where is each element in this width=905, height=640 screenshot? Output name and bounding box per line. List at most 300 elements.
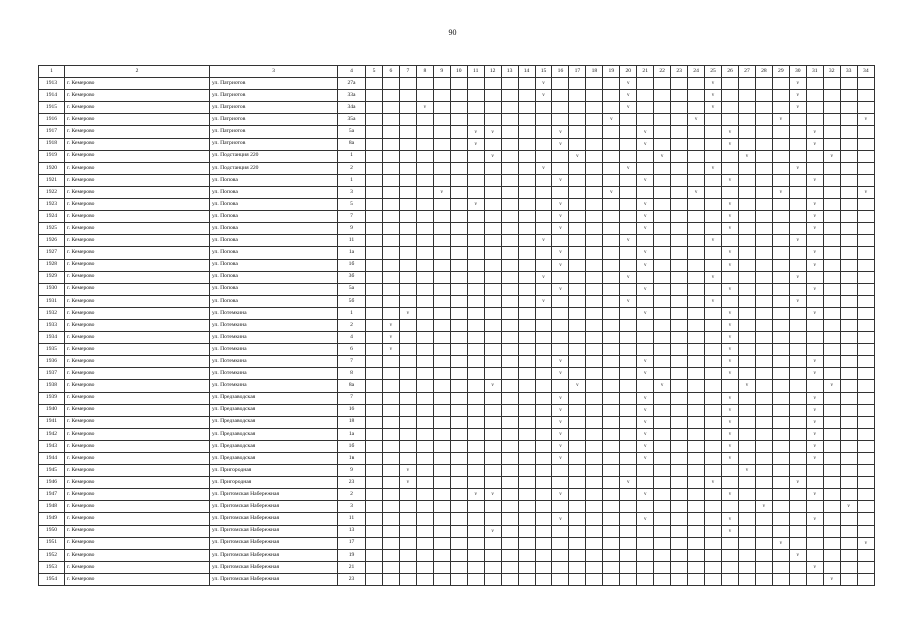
empty-cell [399, 489, 416, 501]
empty-cell [620, 537, 637, 549]
empty-cell [688, 271, 705, 283]
empty-cell [569, 78, 586, 90]
empty-cell [416, 561, 433, 573]
column-header-6: 6 [382, 66, 399, 78]
empty-cell [467, 561, 484, 573]
empty-cell [603, 259, 620, 271]
empty-cell [840, 465, 857, 477]
empty-cell [416, 380, 433, 392]
empty-cell [772, 199, 789, 211]
empty-cell [484, 392, 501, 404]
empty-cell [789, 404, 806, 416]
city-cell: г. Кемерово [65, 537, 210, 549]
empty-cell [399, 344, 416, 356]
empty-cell [382, 126, 399, 138]
empty-cell [366, 332, 383, 344]
check-mark: v [806, 404, 823, 416]
empty-cell [806, 549, 823, 561]
empty-cell [671, 428, 688, 440]
house-cell: 5а [338, 126, 366, 138]
empty-cell [535, 344, 552, 356]
empty-cell [518, 356, 535, 368]
city-cell: г. Кемерово [65, 344, 210, 356]
empty-cell [857, 102, 874, 114]
empty-cell [433, 453, 450, 465]
empty-cell [603, 380, 620, 392]
empty-cell [501, 235, 518, 247]
empty-cell [484, 344, 501, 356]
empty-cell [688, 90, 705, 102]
empty-cell [382, 247, 399, 259]
empty-cell [738, 392, 755, 404]
check-mark: v [637, 392, 654, 404]
empty-cell [823, 465, 840, 477]
empty-cell [671, 549, 688, 561]
empty-cell [806, 235, 823, 247]
empty-cell [603, 223, 620, 235]
empty-cell [552, 102, 569, 114]
house-cell: 34а [338, 102, 366, 114]
empty-cell [586, 356, 603, 368]
empty-cell [806, 150, 823, 162]
empty-cell [399, 199, 416, 211]
empty-cell [535, 453, 552, 465]
empty-cell [688, 223, 705, 235]
empty-cell [705, 561, 722, 573]
row-number: 1950 [39, 525, 65, 537]
empty-cell [382, 295, 399, 307]
empty-cell [467, 477, 484, 489]
empty-cell [569, 501, 586, 513]
column-header-25: 25 [705, 66, 722, 78]
empty-cell [399, 537, 416, 549]
empty-cell [382, 453, 399, 465]
check-mark: v [806, 126, 823, 138]
empty-cell [823, 440, 840, 452]
empty-cell [501, 102, 518, 114]
empty-cell [518, 150, 535, 162]
row-number: 1924 [39, 211, 65, 223]
empty-cell [518, 174, 535, 186]
empty-cell [654, 126, 671, 138]
empty-cell [518, 380, 535, 392]
empty-cell [416, 489, 433, 501]
empty-cell [654, 513, 671, 525]
empty-cell [772, 235, 789, 247]
empty-cell [433, 573, 450, 585]
empty-cell [823, 126, 840, 138]
empty-cell [671, 223, 688, 235]
empty-cell [637, 114, 654, 126]
empty-cell [569, 477, 586, 489]
empty-cell [433, 271, 450, 283]
house-cell: 11 [338, 235, 366, 247]
empty-cell [535, 186, 552, 198]
empty-cell [840, 259, 857, 271]
empty-cell [518, 561, 535, 573]
check-mark: v [654, 150, 671, 162]
empty-cell [569, 102, 586, 114]
city-cell: г. Кемерово [65, 114, 210, 126]
empty-cell [366, 356, 383, 368]
empty-cell [738, 78, 755, 90]
empty-cell [688, 211, 705, 223]
empty-cell [603, 307, 620, 319]
check-mark: v [552, 392, 569, 404]
empty-cell [806, 537, 823, 549]
empty-cell [755, 368, 772, 380]
empty-cell [501, 199, 518, 211]
empty-cell [738, 307, 755, 319]
empty-cell [535, 259, 552, 271]
empty-cell [501, 319, 518, 331]
check-mark: v [637, 489, 654, 501]
empty-cell [738, 525, 755, 537]
empty-cell [433, 114, 450, 126]
empty-cell [840, 90, 857, 102]
empty-cell [823, 549, 840, 561]
empty-cell [705, 174, 722, 186]
empty-cell [535, 174, 552, 186]
table-row [39, 356, 875, 368]
empty-cell [518, 307, 535, 319]
empty-cell [857, 199, 874, 211]
empty-cell [433, 307, 450, 319]
empty-cell [620, 150, 637, 162]
empty-cell [382, 561, 399, 573]
empty-cell [518, 78, 535, 90]
empty-cell [433, 356, 450, 368]
street-cell: ул. Потемкина [210, 380, 338, 392]
empty-cell [688, 356, 705, 368]
empty-cell [688, 319, 705, 331]
empty-cell [484, 295, 501, 307]
empty-cell [586, 561, 603, 573]
empty-cell [671, 78, 688, 90]
empty-cell [382, 501, 399, 513]
empty-cell [416, 501, 433, 513]
page-number: 90 [448, 28, 457, 37]
check-mark: v [857, 114, 874, 126]
city-cell: г. Кемерово [65, 90, 210, 102]
empty-cell [789, 465, 806, 477]
empty-cell [688, 392, 705, 404]
empty-cell [382, 102, 399, 114]
empty-cell [433, 211, 450, 223]
empty-cell [671, 247, 688, 259]
empty-cell [620, 416, 637, 428]
house-cell: 3 [338, 501, 366, 513]
empty-cell [654, 561, 671, 573]
check-mark: v [722, 138, 739, 150]
empty-cell [654, 453, 671, 465]
check-mark: v [705, 271, 722, 283]
empty-cell [789, 380, 806, 392]
check-mark: v [688, 114, 705, 126]
empty-cell [857, 428, 874, 440]
empty-cell [857, 525, 874, 537]
check-mark: v [637, 368, 654, 380]
empty-cell [501, 78, 518, 90]
empty-cell [535, 489, 552, 501]
empty-cell [416, 211, 433, 223]
empty-cell [603, 150, 620, 162]
empty-cell [433, 138, 450, 150]
empty-cell [620, 380, 637, 392]
city-cell: г. Кемерово [65, 332, 210, 344]
empty-cell [586, 283, 603, 295]
empty-cell [772, 489, 789, 501]
empty-cell [399, 138, 416, 150]
empty-cell [671, 404, 688, 416]
empty-cell [450, 199, 467, 211]
empty-cell [586, 247, 603, 259]
empty-cell [484, 477, 501, 489]
empty-cell [688, 344, 705, 356]
row-number: 1949 [39, 513, 65, 525]
check-mark: v [722, 453, 739, 465]
empty-cell [654, 440, 671, 452]
empty-cell [501, 549, 518, 561]
street-cell: ул. Притомская Набережная [210, 549, 338, 561]
empty-cell [637, 465, 654, 477]
empty-cell [755, 174, 772, 186]
row-number: 1922 [39, 186, 65, 198]
empty-cell [518, 453, 535, 465]
empty-cell [569, 90, 586, 102]
empty-cell [772, 356, 789, 368]
empty-cell [382, 283, 399, 295]
empty-cell [535, 126, 552, 138]
empty-cell [450, 489, 467, 501]
empty-cell [637, 477, 654, 489]
empty-cell [501, 537, 518, 549]
check-mark: v [416, 102, 433, 114]
empty-cell [535, 537, 552, 549]
empty-cell [722, 549, 739, 561]
empty-cell [755, 259, 772, 271]
empty-cell [382, 90, 399, 102]
empty-cell [366, 186, 383, 198]
empty-cell [416, 259, 433, 271]
empty-cell [755, 114, 772, 126]
empty-cell [586, 465, 603, 477]
empty-cell [654, 235, 671, 247]
empty-cell [789, 114, 806, 126]
empty-cell [467, 465, 484, 477]
empty-cell [399, 368, 416, 380]
empty-cell [671, 150, 688, 162]
empty-cell [501, 211, 518, 223]
check-mark: v [857, 186, 874, 198]
street-cell: ул. Попова [210, 283, 338, 295]
empty-cell [366, 489, 383, 501]
empty-cell [569, 561, 586, 573]
empty-cell [552, 561, 569, 573]
empty-cell [857, 549, 874, 561]
house-cell: 7 [338, 211, 366, 223]
check-mark: v [637, 223, 654, 235]
empty-cell [433, 525, 450, 537]
empty-cell [738, 501, 755, 513]
house-cell: 7 [338, 356, 366, 368]
column-header-29: 29 [772, 66, 789, 78]
empty-cell [772, 211, 789, 223]
empty-cell [518, 537, 535, 549]
empty-cell [823, 174, 840, 186]
empty-cell [552, 271, 569, 283]
empty-cell [823, 247, 840, 259]
empty-cell [382, 162, 399, 174]
empty-cell [722, 90, 739, 102]
empty-cell [416, 247, 433, 259]
empty-cell [399, 102, 416, 114]
empty-cell [501, 150, 518, 162]
row-number: 1923 [39, 199, 65, 211]
empty-cell [569, 211, 586, 223]
empty-cell [501, 114, 518, 126]
empty-cell [552, 465, 569, 477]
empty-cell [840, 453, 857, 465]
house-cell: 2 [338, 319, 366, 331]
empty-cell [671, 561, 688, 573]
empty-cell [569, 199, 586, 211]
empty-cell [671, 380, 688, 392]
empty-cell [823, 114, 840, 126]
empty-cell [586, 549, 603, 561]
empty-cell [705, 247, 722, 259]
empty-cell [467, 368, 484, 380]
street-cell: ул. Потемкина [210, 368, 338, 380]
empty-cell [755, 416, 772, 428]
empty-cell [671, 295, 688, 307]
check-mark: v [637, 211, 654, 223]
empty-cell [382, 174, 399, 186]
row-number: 1930 [39, 283, 65, 295]
empty-cell [603, 102, 620, 114]
empty-cell [433, 199, 450, 211]
empty-cell [484, 561, 501, 573]
empty-cell [840, 283, 857, 295]
city-cell: г. Кемерово [65, 319, 210, 331]
street-cell: ул. Пригородная [210, 477, 338, 489]
empty-cell [738, 247, 755, 259]
empty-cell [501, 453, 518, 465]
empty-cell [586, 78, 603, 90]
city-cell: г. Кемерово [65, 102, 210, 114]
check-mark: v [722, 525, 739, 537]
empty-cell [654, 525, 671, 537]
check-mark: v [552, 259, 569, 271]
schedule-body [39, 78, 875, 586]
empty-cell [772, 319, 789, 331]
empty-cell [620, 440, 637, 452]
empty-cell [738, 199, 755, 211]
empty-cell [467, 416, 484, 428]
empty-cell [399, 271, 416, 283]
empty-cell [569, 513, 586, 525]
empty-cell [569, 465, 586, 477]
empty-cell [518, 465, 535, 477]
empty-cell [433, 404, 450, 416]
check-mark: v [738, 380, 755, 392]
empty-cell [366, 78, 383, 90]
empty-cell [654, 537, 671, 549]
schedule-header [39, 66, 875, 78]
empty-cell [671, 174, 688, 186]
empty-cell [501, 271, 518, 283]
empty-cell [671, 126, 688, 138]
empty-cell [738, 126, 755, 138]
empty-cell [688, 573, 705, 585]
empty-cell [806, 477, 823, 489]
empty-cell [518, 416, 535, 428]
empty-cell [518, 573, 535, 585]
empty-cell [433, 549, 450, 561]
row-number: 1933 [39, 319, 65, 331]
empty-cell [433, 319, 450, 331]
empty-cell [755, 283, 772, 295]
empty-cell [366, 283, 383, 295]
empty-cell [399, 404, 416, 416]
empty-cell [688, 259, 705, 271]
empty-cell [738, 174, 755, 186]
empty-cell [654, 549, 671, 561]
empty-cell [484, 259, 501, 271]
empty-cell [416, 332, 433, 344]
empty-cell [399, 186, 416, 198]
empty-cell [433, 259, 450, 271]
empty-cell [382, 138, 399, 150]
check-mark: v [722, 404, 739, 416]
check-mark: v [705, 162, 722, 174]
empty-cell [467, 223, 484, 235]
empty-cell [789, 392, 806, 404]
check-mark: v [552, 368, 569, 380]
empty-cell [789, 259, 806, 271]
empty-cell [399, 549, 416, 561]
column-header-15: 15 [535, 66, 552, 78]
street-cell: ул. Потемкина [210, 307, 338, 319]
empty-cell [366, 223, 383, 235]
empty-cell [840, 404, 857, 416]
table-row [39, 162, 875, 174]
empty-cell [501, 368, 518, 380]
row-number: 1947 [39, 489, 65, 501]
empty-cell [518, 126, 535, 138]
empty-cell [857, 162, 874, 174]
empty-cell [789, 138, 806, 150]
house-cell: 1 [338, 307, 366, 319]
empty-cell [467, 162, 484, 174]
empty-cell [366, 138, 383, 150]
empty-cell [688, 525, 705, 537]
empty-cell [654, 174, 671, 186]
empty-cell [637, 235, 654, 247]
check-mark: v [535, 162, 552, 174]
empty-cell [484, 416, 501, 428]
empty-cell [722, 235, 739, 247]
empty-cell [450, 174, 467, 186]
house-cell: 1б [338, 259, 366, 271]
check-mark: v [806, 561, 823, 573]
empty-cell [586, 489, 603, 501]
table-row [39, 537, 875, 549]
table-row [39, 392, 875, 404]
empty-cell [755, 332, 772, 344]
empty-cell [738, 138, 755, 150]
empty-cell [586, 573, 603, 585]
